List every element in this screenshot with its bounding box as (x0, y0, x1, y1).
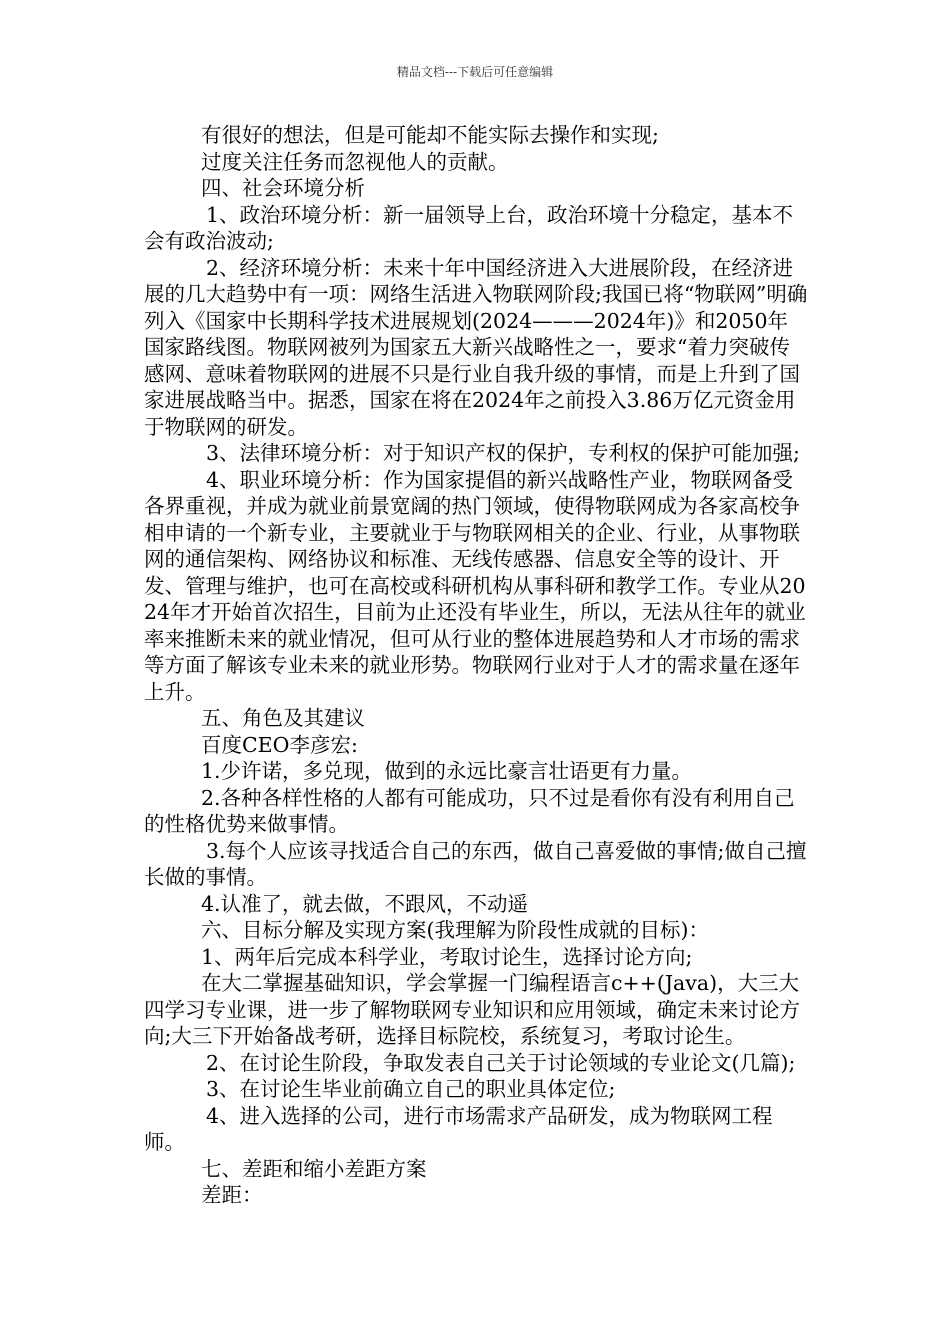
section-heading: 七、差距和缩小差距方案 (201, 1156, 427, 1181)
paragraph: 过度关注任务而忽视他人的贡献。 (201, 149, 509, 174)
paragraph: 在大二掌握基础知识，学会掌握一门编程语言c++(Java)，大三大四学习专业课，进一步了解物联网专业知识和应用领域，确定未来讨论方向;大三下开始备战考研，选择目标院校，系统复习，考取讨论生。 (144, 971, 800, 1048)
paragraph: 3、法律环境分析：对于知识产权的保护，专利权的保护可能加强; (206, 441, 800, 465)
paragraph: 有很好的想法，但是可能却不能实际去操作和实现; (201, 123, 659, 147)
paragraph: 2、经济环境分析：未来十年中国经济进入大进展阶段，在经济进展的几大趋势中有一项：网络生活进入物联网阶段;我国已将“物联网”明确列入《国家中长期科学技术进展规划(2024———2024年)》和2050年国家路线图。物联网被列为国家五大新兴战略性之一，要求“着力突破传感网、意味着物联网的进展不只是行业自我升级的事情，而是上升到了国家进展战略当中。据悉，国家在将在2024年之前投入3.86万亿元资金用于物联网的研发。 (144, 255, 808, 439)
paragraph: 4、职业环境分析：作为国家提倡的新兴战略性产业，物联网备受各界重视，并成为就业前景宽阔的热门领域，使得物联网成为各家高校争相申请的一个新专业，主要就业于与物联网相关的企业、行业，从事物联网的通信架构、网络协议和标准、无线传感器、信息安全等的设计、开发、管理与维护，也可在高校或科研机构从事科研和教学工作。专业从2024年才开始首次招生，目前为止还没有毕业生，所以，无法从往年的就业率来推断未来的就业情况，但可从行业的整体进展趋势和人才市场的需求等方面了解该专业未来的就业形势。物联网行业对于人才的需求量在逐年上升。 (144, 467, 806, 704)
paragraph: 3、在讨论生毕业前确立自己的职业具体定位; (206, 1077, 616, 1101)
paragraph: 1、两年后完成本科学业，考取讨论生，选择讨论方向; (201, 944, 693, 969)
paragraph: 2、在讨论生阶段，争取发表自己关于讨论领域的专业论文(几篇); (206, 1050, 796, 1075)
paragraph: 差距： (201, 1183, 263, 1207)
section-heading: 六、目标分解及实现方案(我理解为阶段性成就的目标)： (201, 918, 709, 942)
document-body (144, 122, 808, 1209)
section-heading: 四、社会环境分析 (201, 176, 365, 200)
paragraph: 4、进入选择的公司，进行市场需求产品研发，成为物联网工程师。 (144, 1103, 773, 1154)
paragraph: 百度CEO李彦宏: (201, 732, 358, 757)
list-item: 4.认准了，就去做，不跟风，不动遥 (201, 891, 529, 916)
section-heading: 五、角色及其建议 (201, 706, 365, 730)
page-header: 精品文档---下载后可任意编辑 (396, 65, 554, 79)
list-item: 1.少许诺，多兑现，做到的永远比豪言壮语更有力量。 (201, 759, 693, 783)
paragraph: 1、政治环境分析：新一届领导上台，政治环境十分稳定，基本不会有政治波动; (144, 202, 794, 253)
list-item: 2.各种各样性格的人都有可能成功，只不过是看你有没有利用自己的性格优势来做事情。 (144, 785, 795, 836)
list-item: 3.每个人应该寻找适合自己的东西，做自己喜爱做的事情;做自己擅长做的事情。 (144, 838, 807, 889)
